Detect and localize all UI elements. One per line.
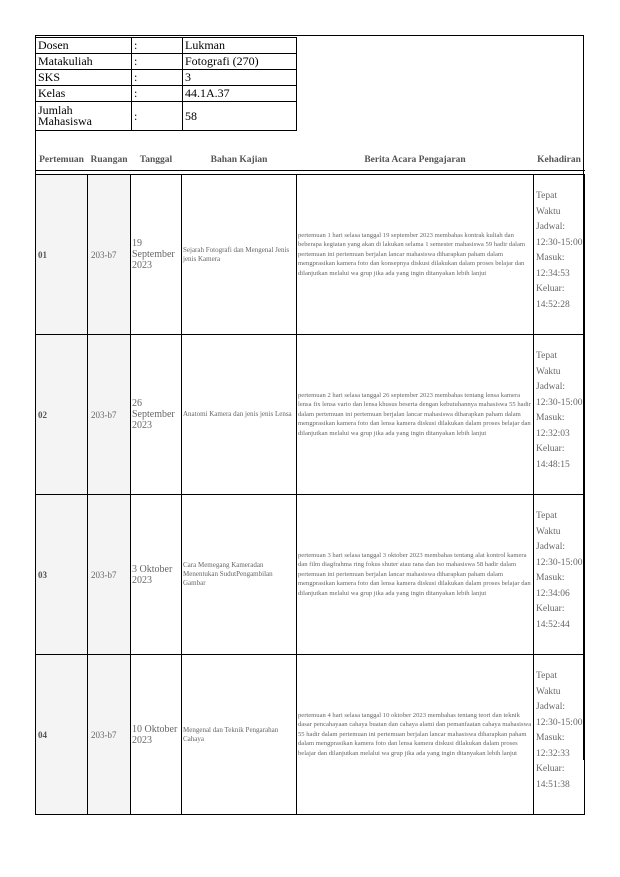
info-label: Dosen <box>36 38 132 54</box>
room-cell: 203-b7 <box>88 175 131 335</box>
info-label: Kelas <box>36 86 132 102</box>
room-cell: 203-b7 <box>88 335 131 495</box>
info-separator: : <box>132 54 183 70</box>
info-row-students <box>36 102 297 131</box>
header-report: Berita Acara Pengajaran <box>297 150 534 171</box>
room-cell: 203-b7 <box>88 495 131 655</box>
attendance-schedule: Jadwal: 12:30-15:00 <box>536 702 583 728</box>
info-label: SKS <box>36 70 132 86</box>
date-cell: 10 Oktober 2023 <box>131 655 182 815</box>
attendance-schedule: Jadwal: 12:30-15:00 <box>536 542 583 568</box>
topic-cell: Sejarah Fotografi dan Mengenal Jenis jenis Kamera <box>182 175 297 335</box>
info-value: Fotografi (270) <box>183 54 297 70</box>
table-row <box>36 175 585 335</box>
attendance-status: Tepat Waktu <box>536 191 561 217</box>
report-cell: pertemuan 4 hari selasa tanggal 10 oktober 2023 membahas tentang teori dan teknik dasar pencahayaan cahaya buatan dan cahaya alami dan pemanfaatan cahaya mahasiswa 55 hadir dalam pertemuan ini pertemuan berjalan lancar mahasiswa diharapkan paham dalam mengprasikan kamera foto dan lensa kamera diskusi dilakukan dalam proses belajar dan dilanjutkan melalui wa grup jika ada yang ingin ditanyakan lebih lanjut <box>297 655 534 815</box>
attendance-status: Tepat Waktu <box>536 511 561 537</box>
attendance-status: Tepat Waktu <box>536 671 561 697</box>
report-cell: pertemuan 1 hari selasa tanggal 19 september 2023 membahas kontrak kuliah dan beberapa kegiatan yang akan di lakukan selama 1 semester mahasiswa 59 hadir dalam pertemuan ini pertemuan berjalan lancar mahasiswa diharapkan paham dalam mengprasikan kamera foto dan konsepnya diskusi dilakukan dalam proses belajar dan dilanjutkan melalui wa grup jika ada yang ingin ditanyakan lebih lanjut <box>297 175 534 335</box>
table-header-row <box>36 150 585 171</box>
date-cell: 3 Oktober 2023 <box>131 495 182 655</box>
meeting-number: 04 <box>36 655 88 815</box>
date-cell: 26 September 2023 <box>131 335 182 495</box>
info-row-class <box>36 86 297 102</box>
attendance-in: Masuk: 12:34:06 <box>536 573 570 599</box>
info-separator: : <box>132 38 183 54</box>
info-value: 58 <box>183 102 297 131</box>
attendance-cell <box>534 655 585 815</box>
attendance-in: Masuk: 12:32:03 <box>536 413 570 439</box>
header-topic: Bahan Kajian <box>182 150 297 171</box>
info-separator: : <box>132 102 183 131</box>
info-row-credits <box>36 70 297 86</box>
header-date: Tanggal <box>131 150 182 171</box>
info-row-course <box>36 54 297 70</box>
attendance-status: Tepat Waktu <box>536 351 561 377</box>
report-cell: pertemuan 2 hari selasa tanggal 26 september 2023 membahas tentang lensa kamera lensa fix lensa vario dan lensa khusus beserta dengan kebutuhannya mahasiswa 55 hadir dalam pertemuan ini pertemuan berjalan lancar mahasiswa diharapkan paham dalam mengprasikan kamera foto dan lensa kamera diskusi dilakukan dalam proses belajar dan dilanjutkan melalui wa grup jika ada yang ingin ditanyakan lebih lanjut <box>297 335 534 495</box>
attendance-schedule: Jadwal: 12:30-15:00 <box>536 222 583 248</box>
attendance-cell <box>534 495 585 655</box>
table-row <box>36 335 585 495</box>
attendance-cell <box>534 175 585 335</box>
attendance-out: Keluar: 14:51:38 <box>536 764 570 790</box>
topic-cell: Mengenal dan Teknik Pengarahan Cahaya <box>182 655 297 815</box>
info-value: 44.1A.37 <box>183 86 297 102</box>
date-cell: 19 September 2023 <box>131 175 182 335</box>
teaching-log-table <box>35 150 585 815</box>
attendance-out: Keluar: 14:52:28 <box>536 284 570 310</box>
header-room: Ruangan <box>88 150 131 171</box>
topic-cell: Cara Memegang Kameradan Menentukan SudutPengambilan Gambar <box>182 495 297 655</box>
attendance-in: Masuk: 12:32:33 <box>536 733 570 759</box>
attendance-out: Keluar: 14:52:44 <box>536 604 570 630</box>
report-cell: pertemuan 3 hari selasa tanggal 3 oktober 2023 membahas tentang alat kontrol kamera dan film diagfrahma ring fokus shuter atau rana dan iso mahasiswa 58 hadir dalam pertemuan ini pertemuan berjalan lancar mahasiswa diharapkan paham dalam mengprasikan kamera foto dan lensa kamera diskusi dilakukan dalam proses belajar dan dilanjutkan melalui wa grup jika ada yang ingin ditanyakan lebih lanjut <box>297 495 534 655</box>
info-value: Lukman <box>183 38 297 54</box>
info-row-lecturer <box>36 38 297 54</box>
info-label: Matakuliah <box>36 54 132 70</box>
attendance-schedule: Jadwal: 12:30-15:00 <box>536 382 583 408</box>
attendance-out: Keluar: 14:48:15 <box>536 444 570 470</box>
info-value: 3 <box>183 70 297 86</box>
table-row <box>36 655 585 815</box>
topic-cell: Anatomi Kamera dan jenis jenis Lensa <box>182 335 297 495</box>
info-separator: : <box>132 86 183 102</box>
header-meeting: Pertemuan <box>36 150 88 171</box>
attendance-cell <box>534 335 585 495</box>
header-attendance: Kehadiran <box>534 150 585 171</box>
info-label: Jumlah Mahasiswa <box>36 102 132 131</box>
meeting-number: 03 <box>36 495 88 655</box>
info-separator: : <box>132 70 183 86</box>
meeting-number: 01 <box>36 175 88 335</box>
table-row <box>36 495 585 655</box>
attendance-in: Masuk: 12:34:53 <box>536 253 570 279</box>
room-cell: 203-b7 <box>88 655 131 815</box>
meeting-number: 02 <box>36 335 88 495</box>
course-info-table <box>35 37 297 131</box>
